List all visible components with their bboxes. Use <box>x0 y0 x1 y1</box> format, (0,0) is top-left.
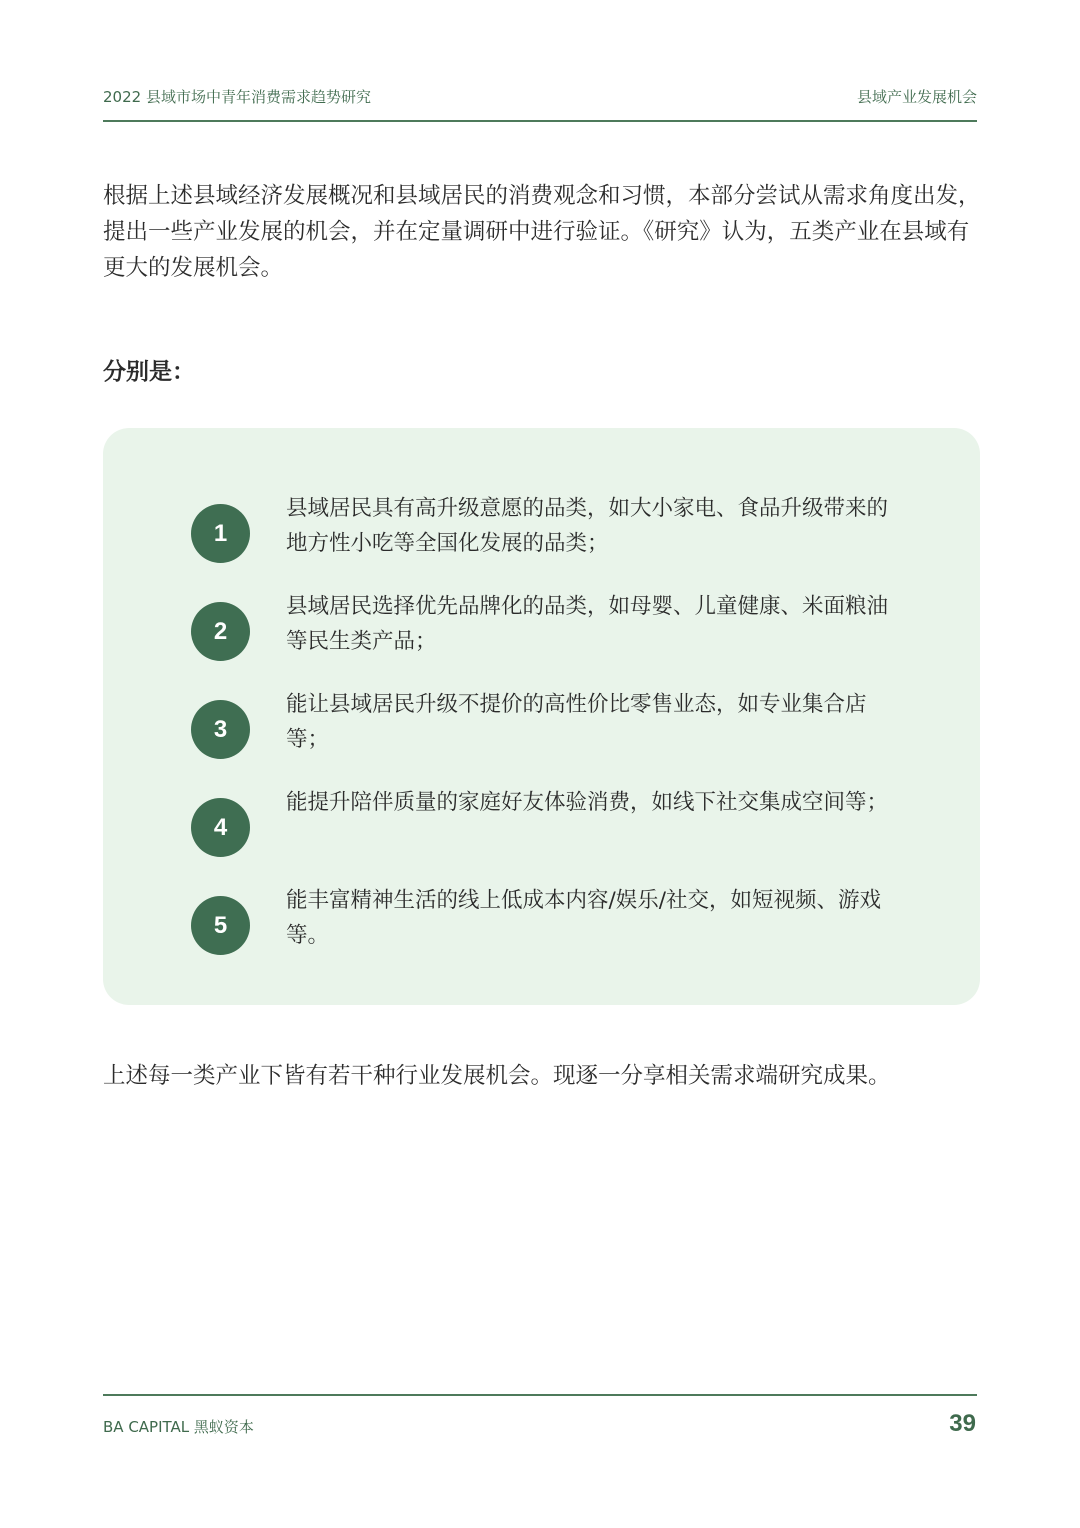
number-badge: 1 <box>191 504 250 563</box>
brand-name: BA CAPITAL 黑蚁资本 <box>103 1418 254 1436</box>
number-badge: 5 <box>191 896 250 955</box>
footer-divider <box>103 1394 977 1396</box>
intro-paragraph: 根据上述县域经济发展概况和县域居民的消费观念和习惯，本部分尝试从需求角度出发，提出一些产业发展的机会，并在定量调研中进行验证。《研究》认为，五类产业在县域有更大的发展机会。 <box>103 183 981 281</box>
list-item <box>103 883 980 963</box>
list-item-text: 能提升陪伴质量的家庭好友体验消费，如线下社交集成空间等； <box>286 790 889 815</box>
list-item-text: 能丰富精神生活的线上低成本内容/娱乐/社交，如短视频、游戏等。 <box>286 888 881 948</box>
list-item <box>103 785 980 865</box>
list-item <box>103 589 980 669</box>
closing-paragraph: 上述每一类产业下皆有若干种行业发展机会。现逐一分享相关需求端研究成果。 <box>103 1063 891 1089</box>
page-number: 39 <box>949 1410 976 1437</box>
page-header <box>103 82 977 122</box>
number-badge: 3 <box>191 700 250 759</box>
report-title: 2022 县域市场中青年消费需求趋势研究 <box>103 88 371 106</box>
list-heading: 分别是： <box>103 359 195 385</box>
list-item-text: 县域居民选择优先品牌化的品类，如母婴、儿童健康、米面粮油等民生类产品； <box>286 594 889 654</box>
number-badge: 4 <box>191 798 250 857</box>
list-item <box>103 687 980 767</box>
list-item-text: 县域居民具有高升级意愿的品类，如大小家电、食品升级带来的地方性小吃等全国化发展的品类； <box>286 496 889 556</box>
list-item <box>103 491 980 571</box>
list-item-text: 能让县域居民升级不提价的高性价比零售业态，如专业集合店等； <box>286 692 867 752</box>
industries-box <box>103 428 980 1005</box>
number-badge: 2 <box>191 602 250 661</box>
section-title: 县域产业发展机会 <box>856 88 977 106</box>
